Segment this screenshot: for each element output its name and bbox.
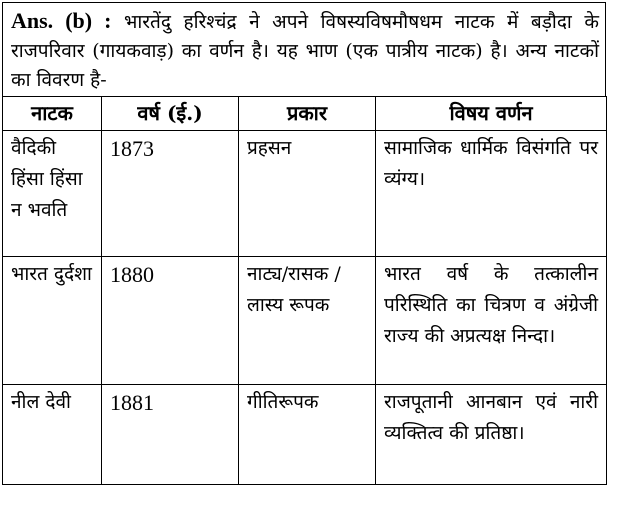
answer-paragraph (2, 2, 606, 96)
table-row (3, 257, 607, 385)
header-prakar: प्रकार (239, 97, 376, 131)
answer-page (2, 2, 606, 486)
header-natak: नाटक (3, 97, 102, 131)
header-vishay: विषय वर्णन (376, 97, 607, 131)
cell-vishay: सामाजिक धार्मिक विसंगति पर व्यंग्य। (376, 131, 607, 257)
natak-table (2, 96, 607, 485)
answer-label: Ans. (b) : (11, 8, 112, 33)
cell-varsh: 1880 (102, 257, 239, 385)
table-row (3, 131, 607, 257)
cell-vishay: भारत वर्ष के तत्कालीन परिस्थिति का चित्रण व अंग्रेजी राज्य की अप्रत्यक्ष निन्दा। (376, 257, 607, 385)
answer-text: भारतेंदु हरिश्चंद्र ने अपने विषस्यविषमौषधम नाटक में बड़ौदा के राजपरिवार (गायकवाड़) का वर्णन है। यह भाण (एक पात्रीय नाटक) है। अन्य नाटकों का विवरण है- (11, 11, 599, 91)
cell-varsh: 1881 (102, 385, 239, 485)
cell-prakar: गीतिरूपक (239, 385, 376, 485)
cell-natak: वैदिकी हिंसा हिंसा न भवति (3, 131, 102, 257)
header-varsh: वर्ष (ई.) (102, 97, 239, 131)
cell-natak: नील देवी (3, 385, 102, 485)
table-row (3, 385, 607, 485)
cell-vishay: राजपूतानी आनबान एवं नारी व्यक्तित्व की प्रतिष्ठा। (376, 385, 607, 485)
cell-varsh: 1873 (102, 131, 239, 257)
cell-prakar: नाट्य/रासक /लास्य रूपक (239, 257, 376, 385)
cell-prakar: प्रहसन (239, 131, 376, 257)
table-header-row (3, 97, 607, 131)
cell-natak: भारत दुर्दशा (3, 257, 102, 385)
